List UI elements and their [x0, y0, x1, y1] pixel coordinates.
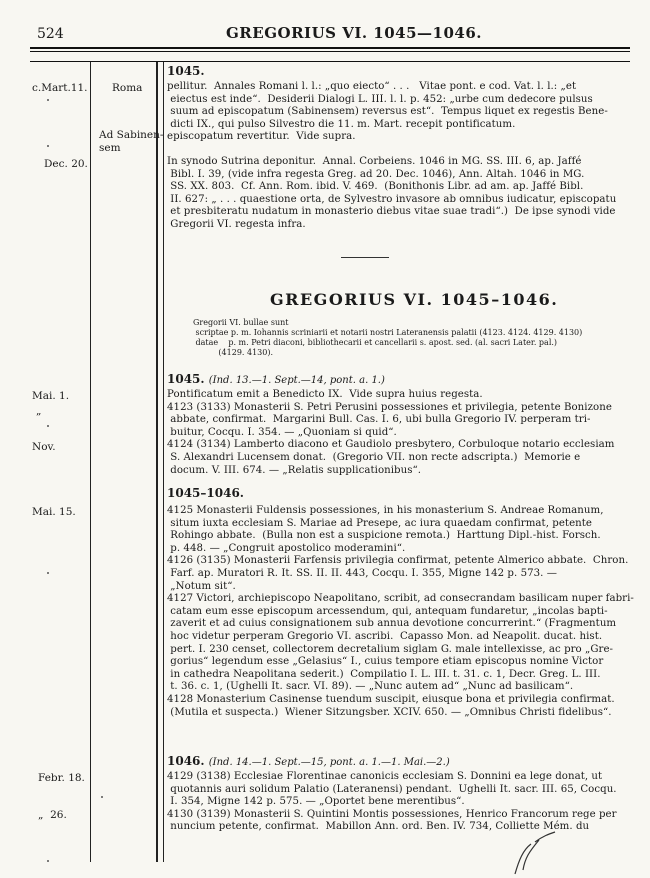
- date-cell: „: [36, 405, 42, 417]
- indiction-note: (Ind. 14.—1. Sept.—15, pont. a. 1.—1. Mai.—2.): [208, 757, 450, 768]
- year-heading: 1045–1046.: [167, 486, 244, 500]
- entry-text: pellitur. Annales Romani l. l.: „quo eiecto“ . . . Vitae pont. e cod. Vat. l. l.: „et eiectus est inde“. Desiderii Dialogi L. III. l. l. p. 452: „urbe cum dedecore pulsus suum ad episcopatum (Sabinensem) reversus est“. Tempus liquet ex regestis Bene- dicti IX., qui pulso Silvestro die 11. m. Mart. recepit pontificatum. episcopatum revertitur. Vide supra.: [167, 81, 608, 143]
- margin-mark: [101, 796, 103, 798]
- entry-text: 4129 (3138) Ecclesiae Florentinae canonicis ecclesiam S. Donnini ea lege donat, ut quotannis auri solidum Palatio (Lateranensi) pendant. Ughelli It. sacr. III. 65, Cocqu. I. 354, Migne 142 p. 575. — „Oportet bene merentibus“. 4130 (3139) Monasterii S. Quintini Montis possessiones, Henrico Francorum rege per nuncium petente, confirmat. Mabillon Ann. ord. Ben. IV. 734, Colliette Mém. du: [167, 771, 617, 833]
- margin-mark: [47, 425, 49, 427]
- entry-text: 4125 Monasterii Fuldensis possessiones, in his monasterium S. Andreae Romanum, situm iuxta ecclesiam S. Mariae ad Presepe, ac iura quaedam confirmat, petente Rohingo abbate. (Bulla non est a suspicione remota.) Harttung Dipl.-hist. Forsch. p. 448. — „Congruit apostolico moderamini“. 4126 (3135) Monasterii Farfensis privilegia confirmat, petente Almerico abbate. Chron. Farf. ap. Muratori R. It. SS. II. II. 443, Cocqu. I. 355, Migne 142 p. 573. — „Notum sit“. 4127 Victori, archiepiscopo Neapolitano, scribit, ad consecrandam basilicam nuper fabri- catam eum esse episcopum arcessendum, qui, antequam fundaretur, „incolas bapti- zaverit et ad cuius consignationem sub annua devotione concurrerint.“ (Fragmentum hoc videtur perperam Gregorio VI. ascribi. Capasso Mon. ad Neapolit. ducat. hist. pert. I. 230 censet, collectorem decretalium siglam G. male intellexisse, ac pro „Gre- gorius“ legendum esse „Gelasius“ I., cuius tempore etiam episcopus nomine Victor in cathedra Neapolitana sederit.) Compilatio I. L. III. t. 31. c. 1, Decr. Greg. L. III. t. 36. c. 1, (Ughelli It. sacr. VI. 89). — „Nunc autem ad“ „Nunc ad basilicam“. 4128 Monasterium Casinense tuendum suscipit, eiusque bona et privilegia confirmat. (Mutila et suspecta.) Wiener Sitzungsber. XCIV. 650. — „Omnibus Christi fidelibus“.: [167, 505, 634, 718]
- page-number: 524: [37, 26, 64, 42]
- header-rule: [30, 51, 630, 52]
- column-divider: [163, 62, 164, 862]
- pope-title: GREGORIUS VI. 1045–1046.: [270, 290, 559, 309]
- margin-mark: [47, 860, 49, 862]
- date-cell: Mai. 1.: [32, 390, 70, 402]
- header-rule: [30, 47, 630, 49]
- margin-mark: [47, 572, 49, 574]
- bullae-note: Gregorii VI. bullae sunt scriptae p. m. Iohannis scriniarii et notarii nostri Lateranensis palatii (4123. 4124. 4129. 4130) datae p. m. Petri diaconi, bibliothecarii et cancellarii s. apost. sed. (al. sacri Later. pal.) (4129. 4130).: [193, 318, 583, 357]
- column-divider: [90, 62, 91, 862]
- margin-mark: [47, 145, 49, 147]
- pencil-scribble: [505, 830, 565, 875]
- year-heading: 1046. (Ind. 14.—1. Sept.—15, pont. a. 1.—1. Mai.—2.): [167, 754, 450, 768]
- place-cell: Ad Sabinen- sem: [99, 129, 164, 154]
- date-cell: Febr. 18.: [38, 772, 85, 784]
- place-cell: Roma: [112, 82, 143, 94]
- column-divider: [156, 62, 158, 862]
- entry-text: In synodo Sutrina deponitur. Annal. Corbeiens. 1046 in MG. SS. III. 6, ap. Jaffé Bibl. I. 39, (vide infra regesta Greg. ad 20. Dec. 1046), Ann. Altah. 1046 in MG. SS. XX. 803. Cf. Ann. Rom. ibid. V. 469. (Bonithonis Libr. ad am. ap. Jaffé Bibl. II. 627: „ . . . quaestione orta, de Sylvestro invasore ab omnibus iudicatur, episcopatu et presbiteratu nudatum in monasterio diebus vitae suae tradi“.) De ipse synodi vide Gregorii VI. regesta infra.: [167, 156, 617, 230]
- page-header-title: GREGORIUS VI. 1045—1046.: [226, 24, 483, 42]
- year-heading: 1045. (Ind. 13.—1. Sept.—14, pont. a. 1.): [167, 372, 385, 386]
- entry-text: Pontificatum emit a Benedicto IX. Vide supra huius regesta. 4123 (3133) Monasterii S. Petri Perusini possessiones et privilegia, petente Bonizone abbate, confirmat. Margarini Bull. Cas. I. 6, ubi bulla Gregorio IV. perperam tri- buitur, Cocqu. I. 354. — „Quoniam si quid“. 4124 (3134) Lamberto diacono et Gaudiolo presbytero, Corbuloque notario ecclesiam S. Alexandri Lucensem donat. (Gregorio VII. non recte adscripta.) Memorie e docum. V. III. 674. — „Relatis supplicationibus“.: [167, 389, 615, 476]
- date-cell: Mai. 15.: [32, 506, 76, 518]
- margin-mark: [47, 99, 49, 101]
- date-cell: Dec. 20.: [44, 158, 88, 170]
- indiction-note: (Ind. 13.—1. Sept.—14, pont. a. 1.): [208, 375, 385, 386]
- date-cell: Nov.: [32, 441, 56, 453]
- section-separator: [341, 257, 389, 258]
- date-cell: „ 26.: [38, 809, 67, 821]
- year-heading: 1045.: [167, 64, 205, 78]
- date-cell: c.Mart.11.: [32, 82, 88, 94]
- table-top-rule: [30, 61, 630, 62]
